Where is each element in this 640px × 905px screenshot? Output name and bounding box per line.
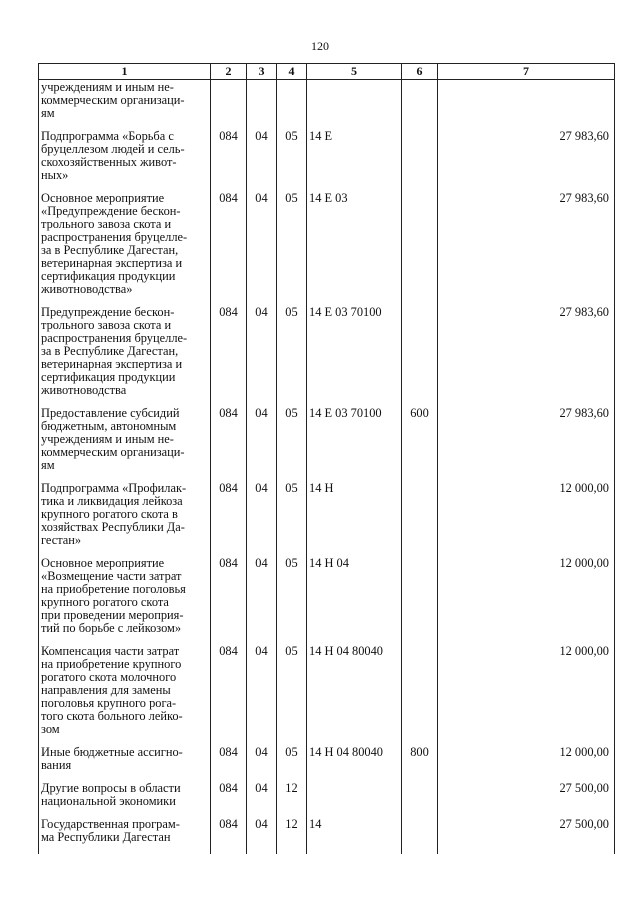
subsection-cell: 12: [277, 818, 307, 854]
target-article-cell: 14 Е 03 70100: [307, 407, 402, 482]
row-name-cell: учреждениям и иным не- коммерческим организаци- ям: [39, 80, 211, 131]
expense-type-cell: [402, 306, 438, 407]
target-article-cell: 14 Н 04: [307, 557, 402, 645]
section-cell: 04: [247, 306, 277, 407]
target-article-cell: 14 Е 03: [307, 192, 402, 306]
row-name-cell: Основное мероприятие «Возмещение части затрат на приобретение поголовья крупного рогатого скота при проведении мероприя- тий по борьбе с лейкозом»: [39, 557, 211, 645]
row-name-cell: Другие вопросы в области национальной экономики: [39, 782, 211, 818]
amount-cell: 27 983,60: [438, 407, 615, 482]
subsection-cell: 05: [277, 746, 307, 782]
target-article-cell: 14 Н: [307, 482, 402, 557]
row-name-cell: Основное мероприятие «Предупреждение бескон- трольного завоза скота и распространения бруцелле- за в Республике Дагестан, ветеринарная экспертиза и сертификация продукции животноводства»: [39, 192, 211, 306]
section-cell: 04: [247, 818, 277, 854]
section-cell: 04: [247, 192, 277, 306]
row-name-cell: Подпрограмма «Профилак- тика и ликвидация лейкоза крупного рогатого скота в хозяйствах Республики Да- гестан»: [39, 482, 211, 557]
code-cell: 084: [211, 130, 247, 192]
expense-type-cell: [402, 557, 438, 645]
section-cell: 04: [247, 645, 277, 746]
table-row: [39, 557, 615, 645]
code-cell: 084: [211, 818, 247, 854]
amount-cell: 27 983,60: [438, 306, 615, 407]
table-row: [39, 407, 615, 482]
expense-type-cell: [402, 482, 438, 557]
target-article-cell: 14 Н 04 80040: [307, 645, 402, 746]
column-header: 4: [277, 64, 307, 80]
column-header: 5: [307, 64, 402, 80]
section-cell: 04: [247, 482, 277, 557]
code-cell: 084: [211, 746, 247, 782]
table-row: [39, 306, 615, 407]
code-cell: 084: [211, 192, 247, 306]
target-article-cell: [307, 80, 402, 131]
target-article-cell: 14 Е: [307, 130, 402, 192]
code-cell: 084: [211, 645, 247, 746]
subsection-cell: 05: [277, 130, 307, 192]
column-header: 1: [39, 64, 211, 80]
subsection-cell: 05: [277, 482, 307, 557]
code-cell: 084: [211, 782, 247, 818]
column-header: 3: [247, 64, 277, 80]
expense-type-cell: [402, 818, 438, 854]
amount-cell: 27 500,00: [438, 818, 615, 854]
row-name-cell: Предупреждение бескон- трольного завоза скота и распространения бруцелле- за в Республике Дагестан, ветеринарная экспертиза и сертификация продукции животноводства: [39, 306, 211, 407]
target-article-cell: 14 Е 03 70100: [307, 306, 402, 407]
table-row: [39, 80, 615, 131]
table-body: [39, 80, 615, 855]
row-name-cell: Предоставление субсидий бюджетным, автономным учреждениям и иным не- коммерческим организаци- ям: [39, 407, 211, 482]
column-header: 2: [211, 64, 247, 80]
table-row: [39, 818, 615, 854]
row-name-cell: Компенсация части затрат на приобретение крупного рогатого скота молочного направления для замены поголовья крупного рога- того скота больного лейко- зом: [39, 645, 211, 746]
subsection-cell: 05: [277, 645, 307, 746]
code-cell: 084: [211, 306, 247, 407]
column-header: 7: [438, 64, 615, 80]
section-cell: 04: [247, 407, 277, 482]
expense-type-cell: [402, 192, 438, 306]
expense-type-cell: 800: [402, 746, 438, 782]
section-cell: 04: [247, 782, 277, 818]
expense-type-cell: [402, 645, 438, 746]
expense-type-cell: [402, 782, 438, 818]
amount-cell: 12 000,00: [438, 645, 615, 746]
budget-table: [38, 63, 615, 854]
table-row: [39, 482, 615, 557]
row-name-cell: Подпрограмма «Борьба с бруцеллезом людей и сель- скохозяйственных живот- ных»: [39, 130, 211, 192]
table-header: [39, 64, 615, 80]
row-name-cell: Государственная програм- ма Республики Дагестан: [39, 818, 211, 854]
target-article-cell: 14 Н 04 80040: [307, 746, 402, 782]
subsection-cell: 05: [277, 557, 307, 645]
page-number: 120: [311, 39, 329, 53]
expense-type-cell: [402, 130, 438, 192]
amount-cell: 27 500,00: [438, 782, 615, 818]
subsection-cell: 12: [277, 782, 307, 818]
header-row: [39, 64, 615, 80]
subsection-cell: 05: [277, 407, 307, 482]
expense-type-cell: 600: [402, 407, 438, 482]
table-row: [39, 645, 615, 746]
table-row: [39, 782, 615, 818]
column-header: 6: [402, 64, 438, 80]
subsection-cell: 05: [277, 306, 307, 407]
amount-cell: [438, 80, 615, 131]
section-cell: [247, 80, 277, 131]
row-name-cell: Иные бюджетные ассигно- вания: [39, 746, 211, 782]
table-row: [39, 192, 615, 306]
target-article-cell: 14: [307, 818, 402, 854]
code-cell: 084: [211, 482, 247, 557]
section-cell: 04: [247, 557, 277, 645]
subsection-cell: [277, 80, 307, 131]
code-cell: 084: [211, 407, 247, 482]
table-row: [39, 130, 615, 192]
expense-type-cell: [402, 80, 438, 131]
code-cell: [211, 80, 247, 131]
amount-cell: 27 983,60: [438, 192, 615, 306]
section-cell: 04: [247, 746, 277, 782]
amount-cell: 12 000,00: [438, 482, 615, 557]
subsection-cell: 05: [277, 192, 307, 306]
amount-cell: 27 983,60: [438, 130, 615, 192]
amount-cell: 12 000,00: [438, 557, 615, 645]
code-cell: 084: [211, 557, 247, 645]
amount-cell: 12 000,00: [438, 746, 615, 782]
target-article-cell: [307, 782, 402, 818]
section-cell: 04: [247, 130, 277, 192]
table-row: [39, 746, 615, 782]
